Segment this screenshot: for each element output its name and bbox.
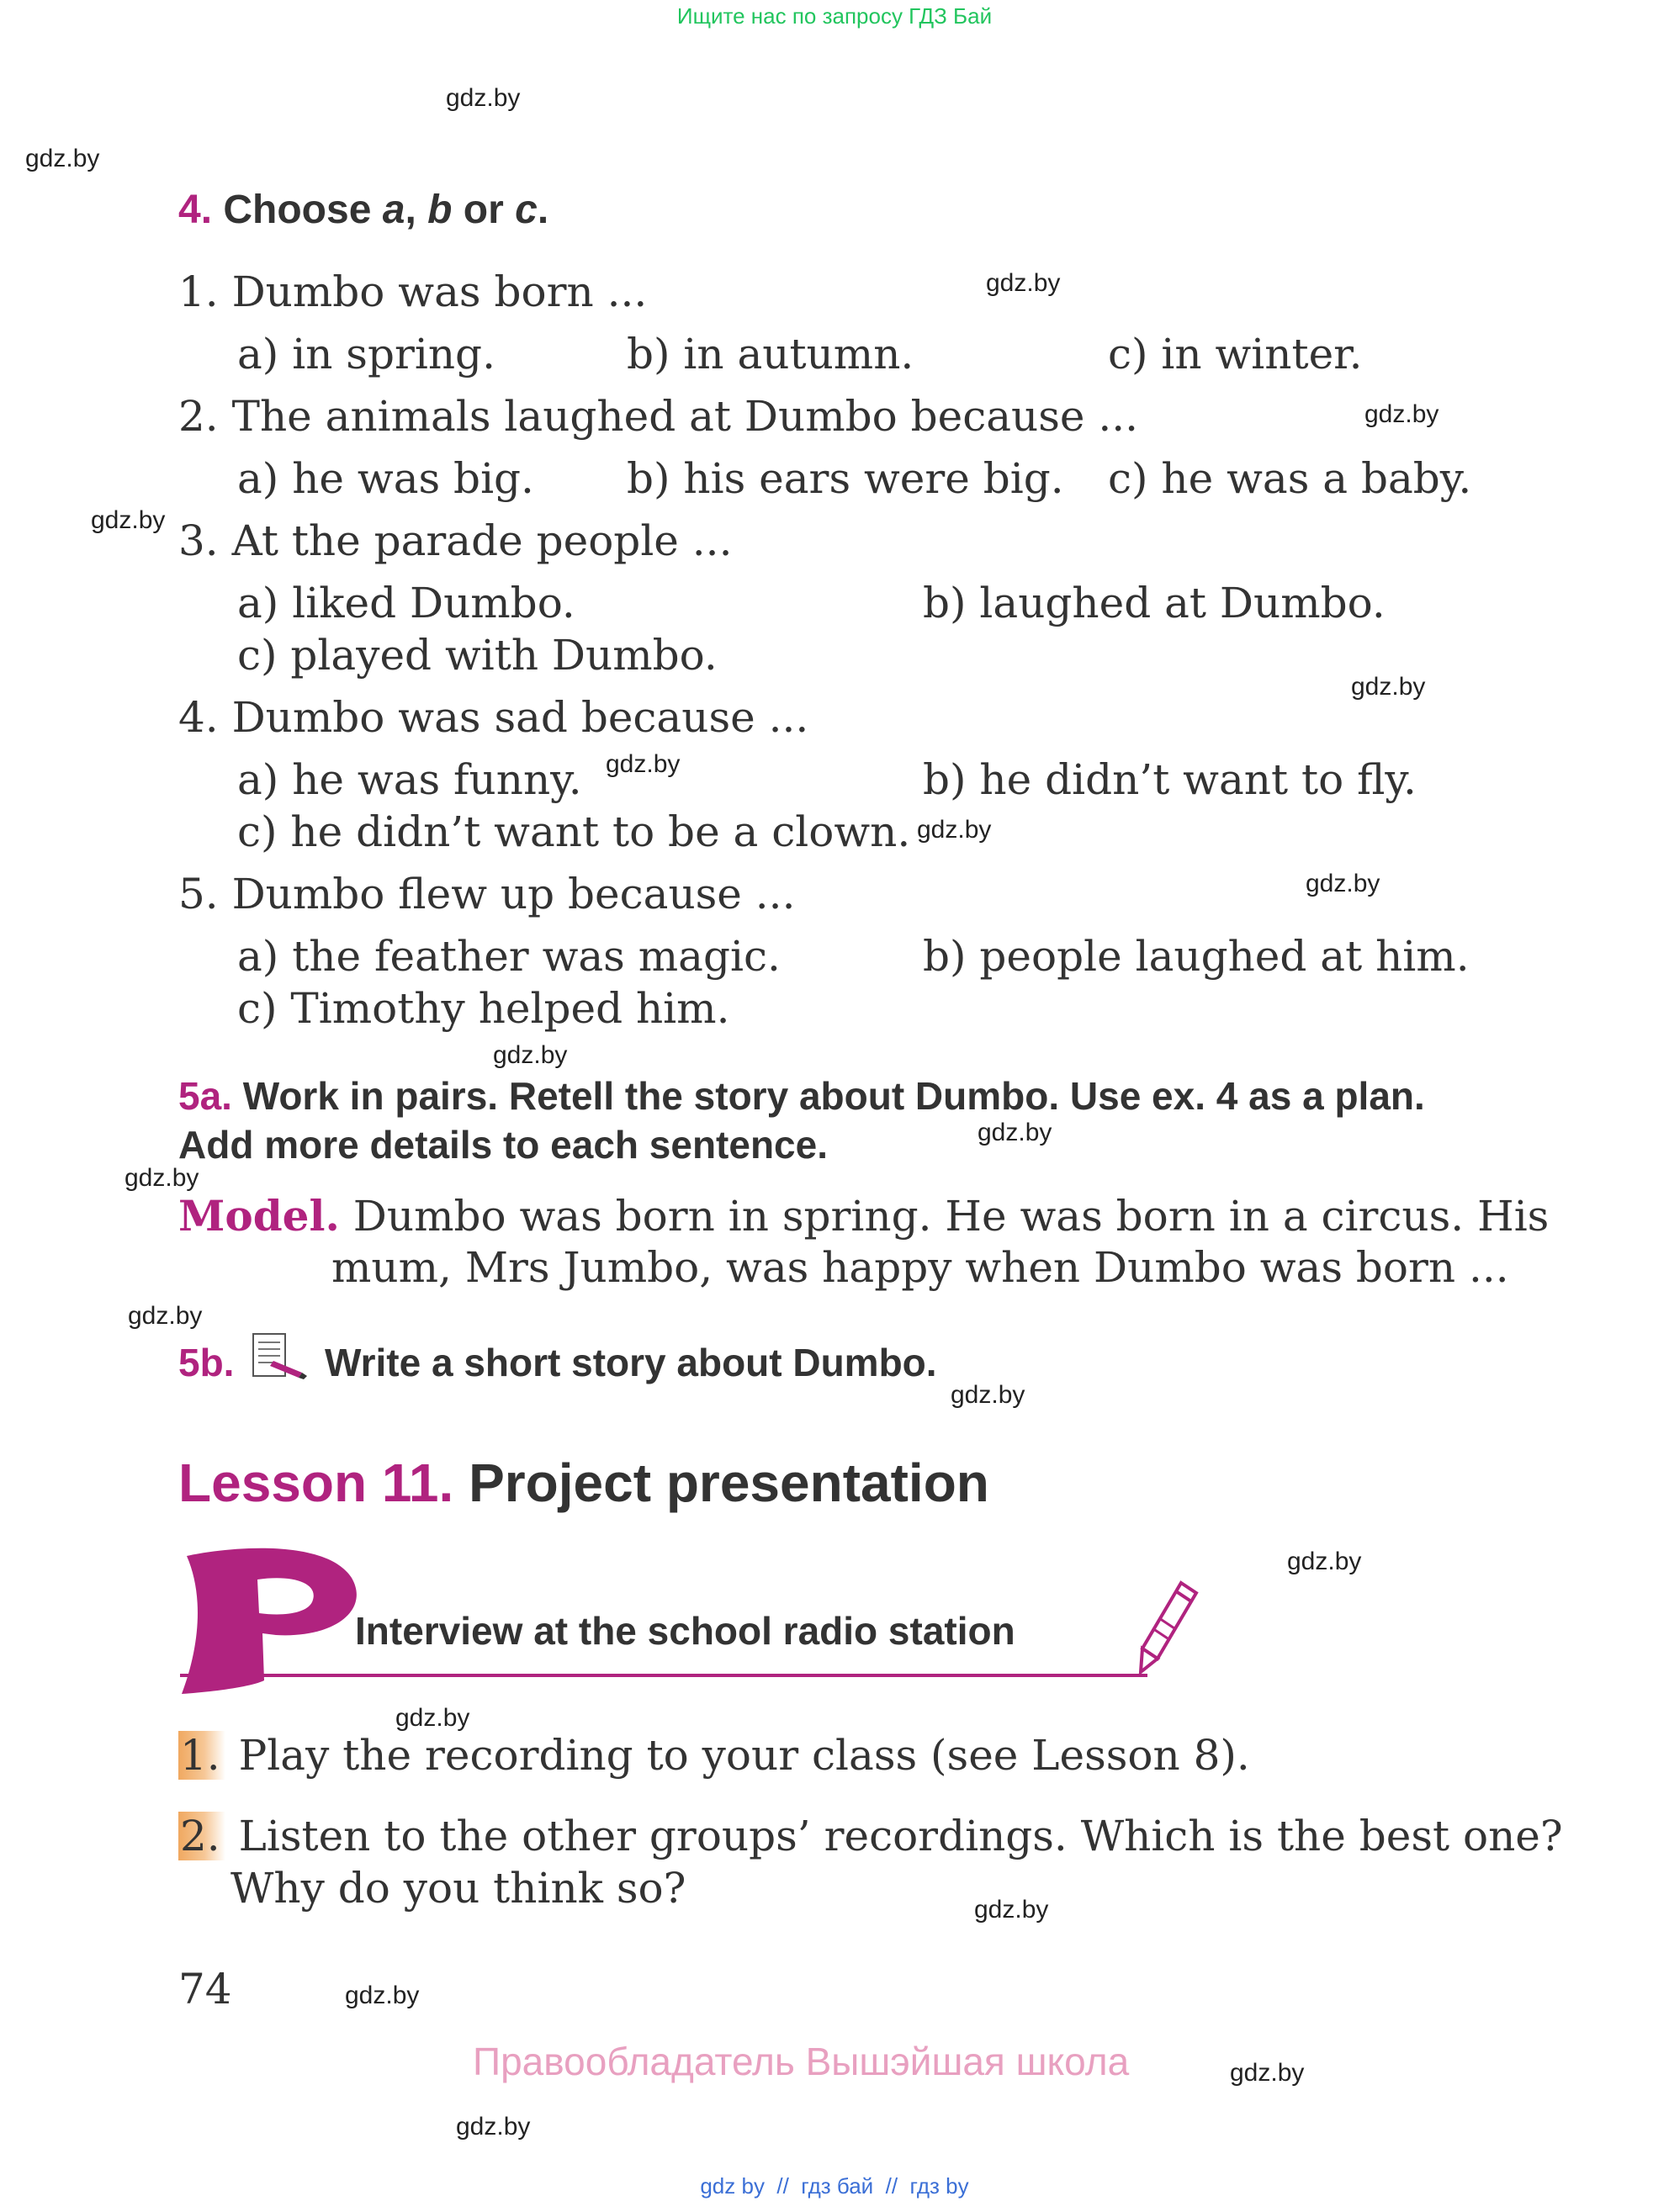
option-5b: b) people laughed at him. <box>923 932 1470 981</box>
watermark: gdz.by <box>395 1704 470 1732</box>
question-4: 4. Dumbo was sad because ... <box>178 693 809 742</box>
watermark: gdz.by <box>951 1381 1025 1409</box>
lesson-item-1 <box>178 1731 1250 1780</box>
lesson-title <box>178 1452 989 1514</box>
question-1: 1. Dumbo was born ... <box>178 267 648 316</box>
watermark: gdz.by <box>1230 2059 1305 2087</box>
watermark: gdz.by <box>986 269 1061 297</box>
model-line-2: mum, Mrs Jumbo, was happy when Dumbo was born ... <box>331 1243 1509 1292</box>
watermark: gdz.by <box>91 506 166 534</box>
project-underline <box>180 1674 1147 1677</box>
pencil-icon <box>1136 1578 1203 1679</box>
heading-text: b <box>427 188 453 232</box>
project-logo-icon <box>175 1544 368 1696</box>
lesson-item-2 <box>178 1812 1563 1860</box>
writing-notebook-icon <box>250 1332 309 1379</box>
watermark: gdz.by <box>978 1119 1052 1146</box>
page-number: 74 <box>178 1965 232 2014</box>
watermark: gdz.by <box>1351 673 1426 701</box>
heading-text: c <box>515 188 538 232</box>
exercise-4-heading <box>178 187 548 233</box>
option-2c: c) he was a baby. <box>1108 454 1472 503</box>
model-line-1 <box>178 1191 1549 1241</box>
item-number-marker: 1. <box>178 1731 225 1780</box>
watermark: gdz.by <box>917 816 992 844</box>
heading-text: , <box>405 188 428 232</box>
watermark: gdz.by <box>493 1041 568 1069</box>
model-text: Dumbo was born in spring. He was born in a circus. His <box>352 1192 1550 1241</box>
option-5a: a) the feather was magic. <box>237 932 781 981</box>
lesson-title-text: Project presentation <box>469 1453 989 1513</box>
option-4c: c) he didn’t want to be a clown. <box>237 807 911 856</box>
heading-text: Work in pairs. Retell the story about Dumbo. Use ex. 4 as a plan. <box>242 1074 1425 1118</box>
option-1b: b) in autumn. <box>627 330 914 378</box>
project-subtitle: Interview at the school radio station <box>355 1609 1015 1653</box>
exercise-number: 5a. <box>178 1074 232 1118</box>
lesson-item-2-line2: Why do you think so? <box>230 1864 686 1913</box>
item-text: Listen to the other groups’ recordings. Which is the best one? <box>238 1812 1563 1860</box>
option-3b: b) laughed at Dumbo. <box>923 579 1386 627</box>
option-5c: c) Timothy helped him. <box>237 984 730 1033</box>
bottom-links[interactable]: gdz by // гдз бай // гдз by <box>700 2173 969 2199</box>
watermark: gdz.by <box>125 1164 199 1192</box>
logo-letter: P <box>175 1544 176 1545</box>
copyright-owner: Правообладатель Вышэйшая школа <box>473 2040 1130 2083</box>
watermark: gdz.by <box>128 1302 203 1330</box>
option-2b: b) his ears were big. <box>627 454 1064 503</box>
item-text: Play the recording to your class (see Lesson 8). <box>238 1731 1250 1780</box>
heading-text: Choose <box>223 188 383 232</box>
heading-text: Write a short story about Dumbo. <box>325 1341 937 1384</box>
heading-text: . <box>537 188 549 232</box>
top-banner[interactable]: Ищите нас по запросу ГДЗ Бай <box>676 3 993 29</box>
heading-text: or <box>452 188 516 232</box>
option-2a: a) he was big. <box>237 454 534 503</box>
watermark: gdz.by <box>345 1982 420 2009</box>
lesson-number: Lesson 11. <box>178 1453 454 1513</box>
watermark: gdz.by <box>1287 1548 1362 1575</box>
watermark: gdz.by <box>1306 870 1380 897</box>
watermark: gdz.by <box>606 750 681 778</box>
watermark: gdz.by <box>456 2113 531 2141</box>
question-5: 5. Dumbo flew up because ... <box>178 870 796 918</box>
item-number-marker: 2. <box>178 1812 225 1860</box>
exercise-5a-heading-line2: Add more details to each sentence. <box>178 1123 829 1167</box>
exercise-number: 4. <box>178 188 213 232</box>
option-4b: b) he didn’t want to fly. <box>923 755 1417 804</box>
exercise-5b-heading <box>178 1332 937 1385</box>
option-3c: c) played with Dumbo. <box>237 631 718 680</box>
watermark: gdz.by <box>974 1896 1049 1924</box>
watermark: gdz.by <box>446 84 521 112</box>
watermark: gdz.by <box>1364 400 1439 428</box>
watermark: gdz.by <box>25 145 100 172</box>
exercise-5a-heading <box>178 1073 1425 1119</box>
option-1a: a) in spring. <box>237 330 495 378</box>
heading-text: a <box>382 188 405 232</box>
model-label: Model. <box>178 1191 340 1241</box>
question-3: 3. At the parade people ... <box>178 516 733 565</box>
option-3a: a) liked Dumbo. <box>237 579 575 627</box>
option-4a: a) he was funny. <box>237 755 582 804</box>
option-1c: c) in winter. <box>1108 330 1363 378</box>
question-2: 2. The animals laughed at Dumbo because ... <box>178 392 1139 441</box>
exercise-number: 5b. <box>178 1341 235 1384</box>
